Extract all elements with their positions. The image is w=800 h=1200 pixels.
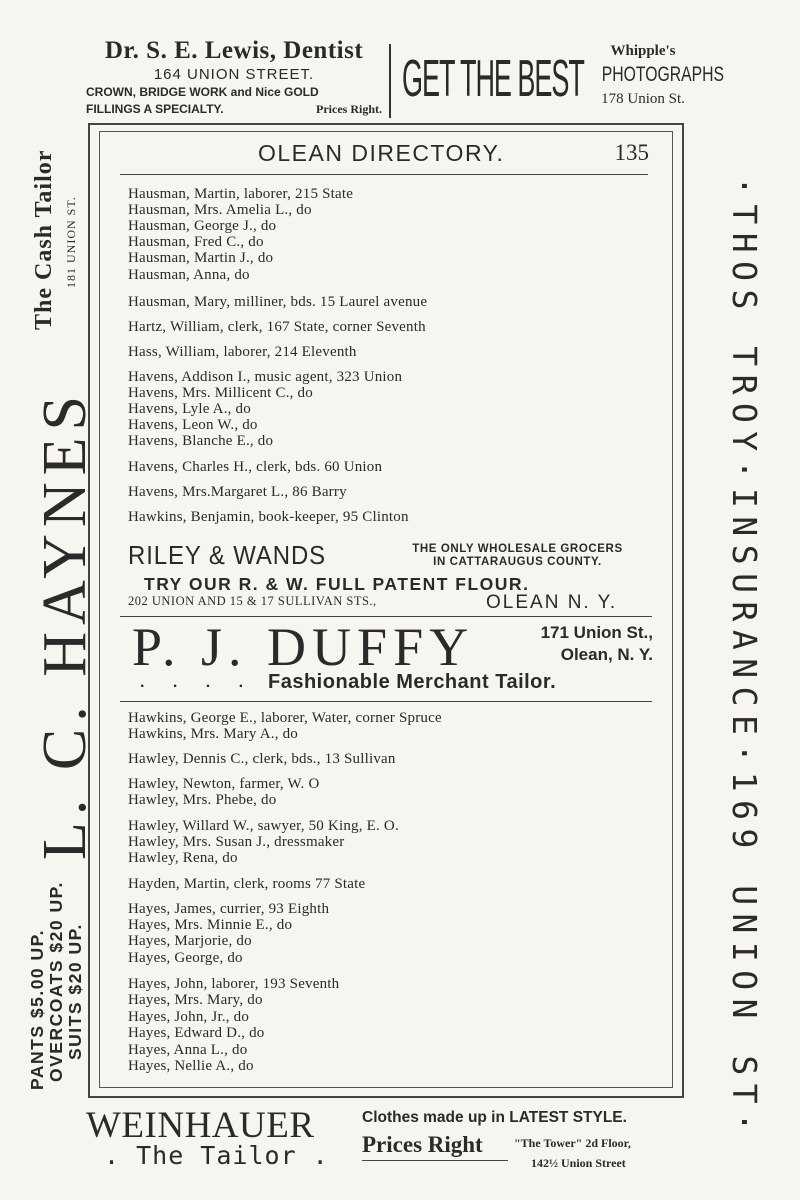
directory-entry: Havens, Blanche E., do [128,433,274,449]
directory-entry: Hass, William, laborer, 214 Eleventh [128,344,357,360]
directory-entry: Hawley, Willard W., sawyer, 50 King, E. O. [128,818,399,834]
haynes-street: 181 UNION ST. [64,196,78,288]
directory-entry: Havens, Lyle A., do [128,401,251,417]
lewis-street: 164 UNION STREET. [153,66,315,83]
weinhauer-name: WEINHAUER [86,1105,315,1146]
page-number: 135 [614,140,649,165]
directory-entry: Hayes, Nellie A., do [128,1058,254,1074]
directory-entry: Hawley, Mrs. Susan J., dressmaker [128,834,345,850]
weinhauer-tower: "The Tower" 2d Floor, [514,1136,631,1150]
duffy-street: 171 Union St., [540,623,653,642]
whipple-address: 178 Union St. [601,91,685,107]
riley-address: 202 UNION AND 15 & 17 SULLIVAN STS., [128,594,377,608]
directory-entry: Hayes, Marjorie, do [128,933,252,949]
lewis-specialty-text: FILLINGS A SPECIALTY. [86,102,224,116]
directory-entry: Hayes, George, do [128,950,243,966]
lewis-services: CROWN, BRIDGE WORK and Nice GOLD [86,85,319,99]
duffy-address [480,622,653,666]
weinhauer-style-line: Clothes made up in LATEST STYLE. [362,1109,627,1126]
directory-entry: Hawley, Newton, farmer, W. O [128,776,320,792]
directory-entry: Hayden, Martin, clerk, rooms 77 State [128,876,366,892]
directory-title: OLEAN DIRECTORY. [258,140,505,166]
header-rule [120,174,648,175]
directory-entry: Hausman, Martin, laborer, 215 State [128,186,354,202]
directory-entry: Hayes, John, laborer, 193 Seventh [128,976,340,992]
duffy-rule [120,701,652,702]
riley-wands-name: RILEY & WANDS [128,540,327,570]
lewis-specialty [86,101,382,118]
directory-entry: Hayes, Mrs. Mary, do [128,992,263,1008]
whipple-photographs-ad [588,40,724,110]
duffy-tagline: Fashionable Merchant Tailor. [268,671,557,693]
directory-entry: Hausman, Anna, do [128,267,250,283]
weinhauer-prices: Prices Right [362,1132,483,1157]
directory-entry: Hayes, John, Jr., do [128,1009,250,1025]
get-the-best-ad: GET THE BEST [402,50,584,108]
directory-entry: Hayes, Edward D., do [128,1025,265,1041]
weinhauer-subtitle: . The Tailor . [104,1141,329,1170]
whipple-name: Whipple's [610,43,676,59]
riley-city: OLEAN N. Y. [486,592,618,613]
haynes-tagline: The Cash Tailor [31,149,57,330]
riley-wands-tagline [380,543,655,569]
lewis-dentist-ad [86,36,382,118]
haynes-pants-price: PANTS $5.00 UP. [27,929,47,1090]
directory-entry: Hayes, Anna L., do [128,1042,248,1058]
duffy-city: Olean, N. Y. [560,645,653,664]
directory-entry: Hartz, William, clerk, 167 State, corner Seventh [128,319,426,335]
directory-entry: Havens, Addison I., music agent, 323 Union [128,369,403,385]
haynes-overcoats-price: OVERCOATS $20 UP. [46,881,66,1082]
directory-entry: Havens, Charles H., clerk, bds. 60 Union [128,459,383,475]
weinhauer-prices-underline [362,1160,508,1161]
whipple-photographs: PHOTOGRAPHS [601,63,724,86]
haynes-suits-price: SUITS $20 UP. [65,923,85,1060]
directory-entry: Hawkins, Benjamin, book-keeper, 95 Clinton [128,509,409,525]
weinhauer-address: 142½ Union Street [531,1156,626,1170]
directory-entry: Hayes, Mrs. Minnie E., do [128,917,293,933]
directory-entry: Hausman, Fred C., do [128,234,264,250]
lewis-prices: Prices Right. [316,102,382,116]
directory-entry: Hayes, James, currier, 93 Eighth [128,901,330,917]
directory-entry: Hawkins, George E., laborer, Water, corner Spruce [128,710,442,726]
lewis-name: Dr. S. E. Lewis, Dentist [104,37,364,64]
directory-entry: Havens, Mrs.Margaret L., 86 Barry [128,484,347,500]
directory-entry: Hawley, Rena, do [128,850,238,866]
directory-entry: Hausman, Martin J., do [128,250,274,266]
top-ad-divider [389,44,391,118]
directory-entry: Hawley, Dennis C., clerk, bds., 13 Sullivan [128,751,396,767]
directory-entry: Hausman, Mrs. Amelia L., do [128,202,312,218]
riley-tag-line1: THE ONLY WHOLESALE GROCERS [412,543,623,555]
directory-entry: Hausman, Mary, milliner, bds. 15 Laurel avenue [128,294,428,310]
duffy-name: P. J. DUFFY [132,617,475,677]
riley-tag-line2: IN CATTARAUGUS COUNTY. [433,556,602,568]
directory-entry: Havens, Leon W., do [128,417,258,433]
riley-flour-slogan: TRY OUR R. & W. FULL PATENT FLOUR. [144,574,530,594]
directory-entry: Hawkins, Mrs. Mary A., do [128,726,298,742]
directory-entry: Hausman, George J., do [128,218,277,234]
haynes-name: L. C. HAYNES [31,389,99,860]
directory-entry: Havens, Mrs. Millicent C., do [128,385,313,401]
troy-insurance-ad: ·THOS TROY·INSURANCE·169 UNION ST· [725,176,764,1141]
page-header [120,140,655,170]
duffy-leader-dots: . . . . [140,674,256,691]
directory-entry: Hawley, Mrs. Phebe, do [128,792,277,808]
